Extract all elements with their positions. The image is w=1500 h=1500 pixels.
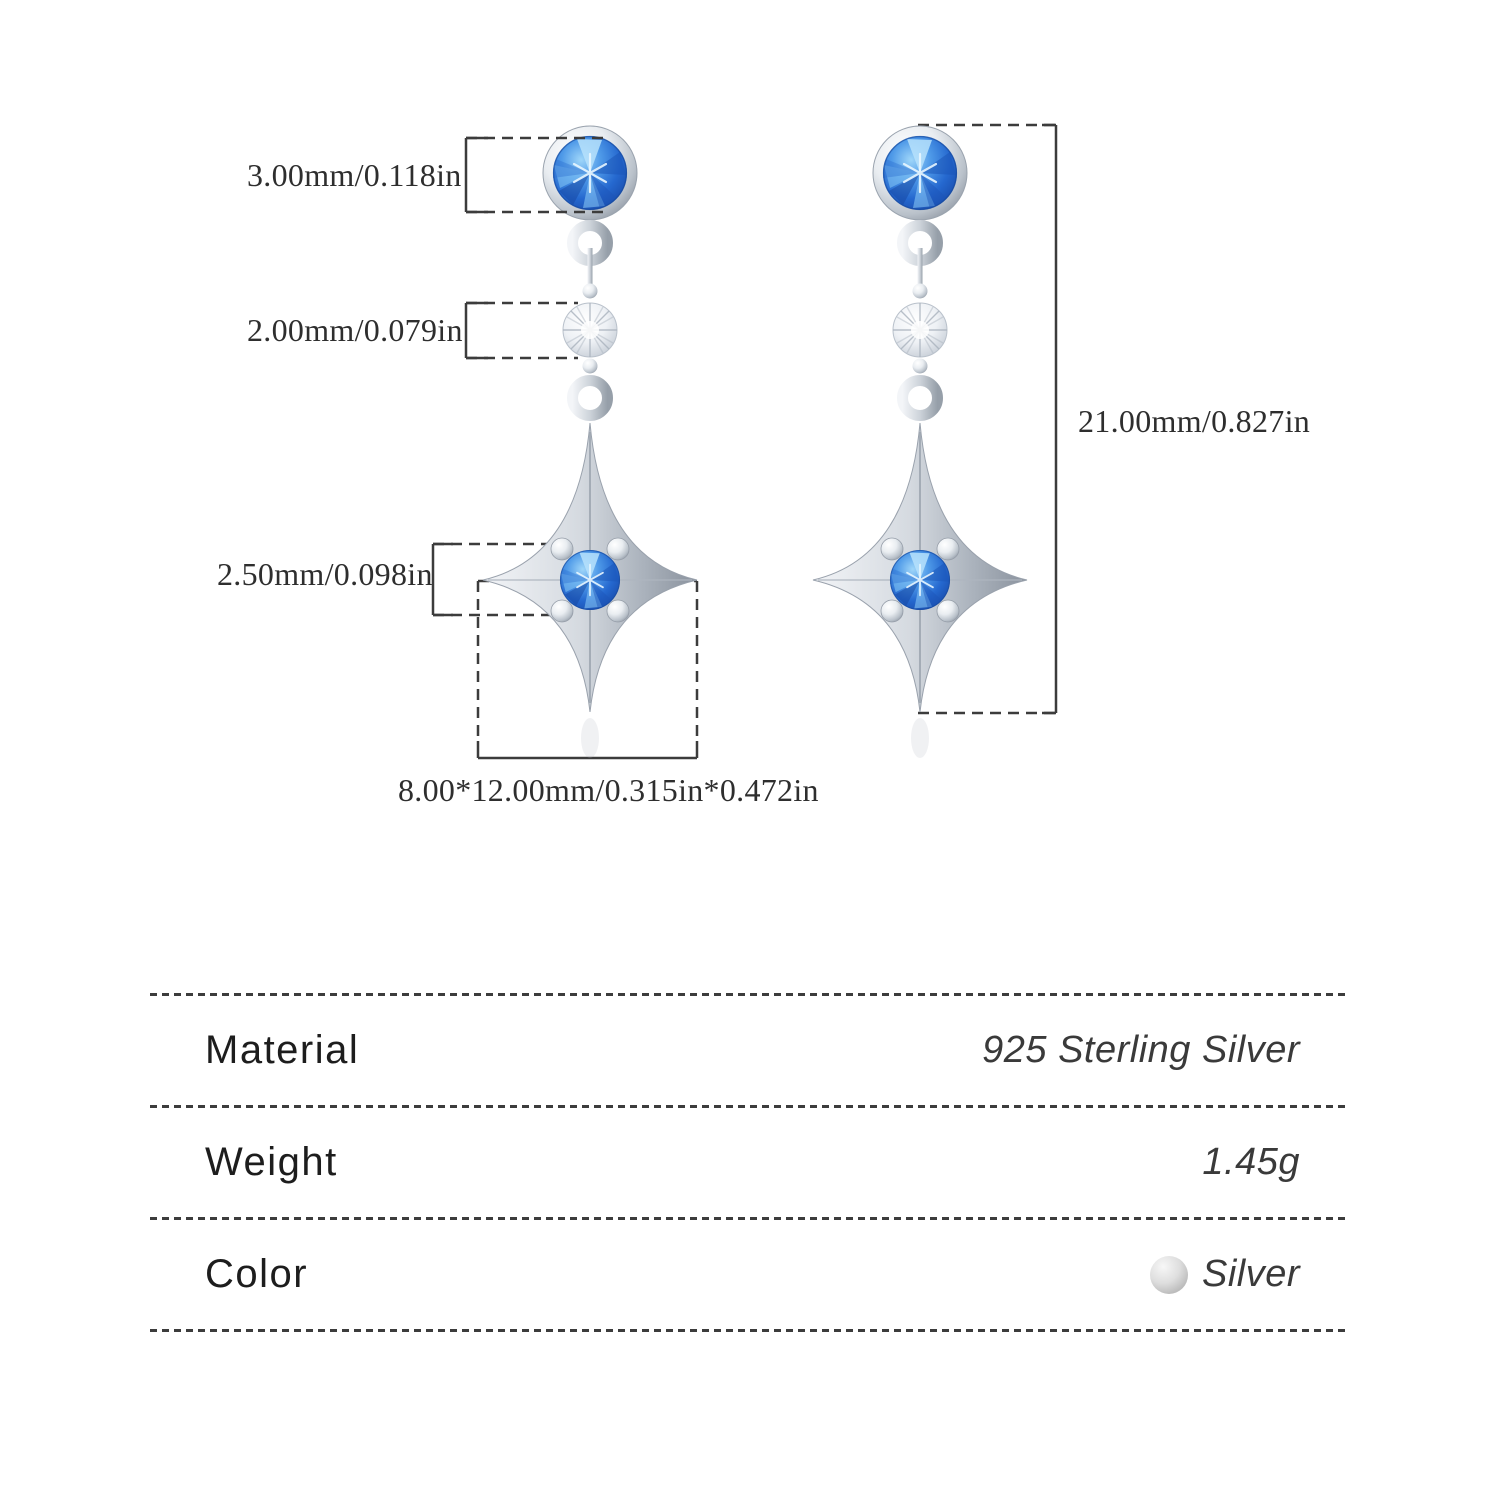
color-value xyxy=(1150,1253,1300,1296)
silver-swatch-icon xyxy=(1150,1256,1188,1294)
dimension-lines-over xyxy=(466,125,1056,713)
weight-value: 1.45g xyxy=(1202,1141,1300,1183)
dimension-label-star-stone: 2.50mm/0.098in xyxy=(217,556,433,592)
weight-label: Weight xyxy=(205,1140,338,1184)
spec-table xyxy=(150,993,1350,1332)
earring-right-illustration xyxy=(813,126,1027,758)
material-value: 925 Sterling Silver xyxy=(982,1029,1300,1071)
table-divider xyxy=(150,1329,1350,1332)
spec-row-material xyxy=(150,996,1350,1105)
dimension-label-star-size: 8.00*12.00mm/0.315in*0.472in xyxy=(398,772,819,808)
dimension-label-total-length: 21.00mm/0.827in xyxy=(1078,403,1311,439)
spec-row-color xyxy=(150,1220,1350,1329)
color-value-text: Silver xyxy=(1201,1253,1300,1295)
dimension-label-accent-stone: 2.00mm/0.079in xyxy=(247,312,463,348)
dimension-label-stud-stone: 3.00mm/0.118in xyxy=(247,157,462,193)
material-label: Material xyxy=(205,1028,360,1072)
dimension-lines-under xyxy=(433,125,1056,758)
spec-row-weight xyxy=(150,1108,1350,1217)
color-label: Color xyxy=(205,1252,309,1296)
earring-left-illustration xyxy=(483,126,697,758)
